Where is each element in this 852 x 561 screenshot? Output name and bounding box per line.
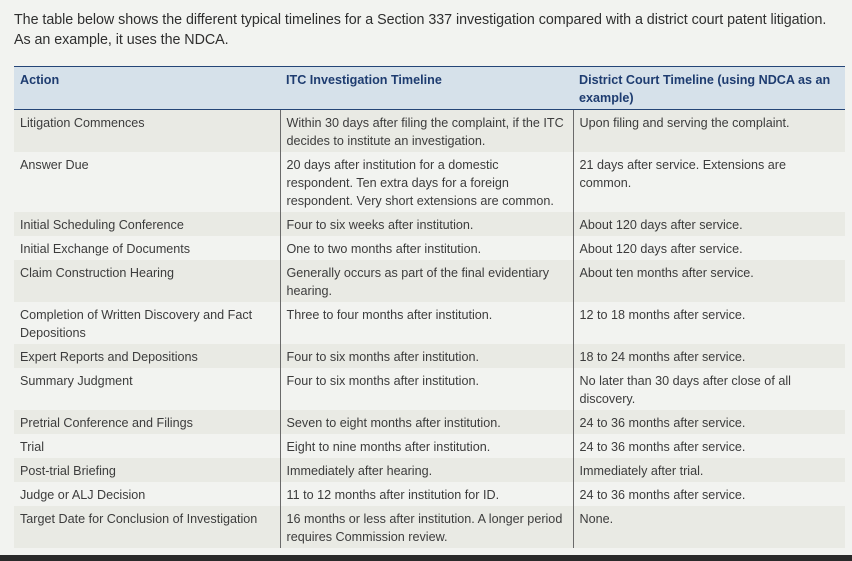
header-itc-timeline: ITC Investigation Timeline xyxy=(280,67,573,110)
cell-action: Litigation Commences xyxy=(14,110,280,153)
table-row xyxy=(14,482,845,506)
cell-action: Claim Construction Hearing xyxy=(14,260,280,302)
table-row xyxy=(14,344,845,368)
cell-action: Pretrial Conference and Filings xyxy=(14,410,280,434)
cell-district: 18 to 24 months after service. xyxy=(573,344,845,368)
table-row xyxy=(14,152,845,212)
timeline-table-container xyxy=(14,66,845,548)
table-row xyxy=(14,506,845,548)
cell-action: Initial Scheduling Conference xyxy=(14,212,280,236)
cell-district: None. xyxy=(573,506,845,548)
table-body xyxy=(14,110,845,549)
cell-itc: Within 30 days after filing the complaint, if the ITC decides to institute an investigation. xyxy=(280,110,573,153)
header-row xyxy=(14,67,845,110)
cell-district: No later than 30 days after close of all discovery. xyxy=(573,368,845,410)
bottom-divider xyxy=(0,555,852,561)
cell-itc: Four to six weeks after institution. xyxy=(280,212,573,236)
cell-district: Immediately after trial. xyxy=(573,458,845,482)
cell-itc: Generally occurs as part of the final evidentiary hearing. xyxy=(280,260,573,302)
header-action: Action xyxy=(14,67,280,110)
cell-district: 21 days after service. Extensions are common. xyxy=(573,152,845,212)
cell-itc: One to two months after institution. xyxy=(280,236,573,260)
cell-district: 24 to 36 months after service. xyxy=(573,482,845,506)
cell-district: About ten months after service. xyxy=(573,260,845,302)
table-row xyxy=(14,458,845,482)
table-row xyxy=(14,368,845,410)
table-row xyxy=(14,302,845,344)
header-district-timeline: District Court Timeline (using NDCA as an example) xyxy=(573,67,845,110)
cell-itc: Three to four months after institution. xyxy=(280,302,573,344)
cell-district: About 120 days after service. xyxy=(573,212,845,236)
cell-action: Completion of Written Discovery and Fact Depositions xyxy=(14,302,280,344)
table-row xyxy=(14,212,845,236)
cell-district: Upon filing and serving the complaint. xyxy=(573,110,845,153)
cell-itc: Seven to eight months after institution. xyxy=(280,410,573,434)
table-row xyxy=(14,410,845,434)
timeline-table xyxy=(14,66,845,548)
cell-itc: Four to six months after institution. xyxy=(280,368,573,410)
cell-itc: 20 days after institution for a domestic respondent. Ten extra days for a foreign respondent. Very short extensions are common. xyxy=(280,152,573,212)
cell-action: Trial xyxy=(14,434,280,458)
cell-action: Judge or ALJ Decision xyxy=(14,482,280,506)
cell-action: Initial Exchange of Documents xyxy=(14,236,280,260)
cell-itc: Eight to nine months after institution. xyxy=(280,434,573,458)
table-row xyxy=(14,110,845,153)
cell-action: Expert Reports and Depositions xyxy=(14,344,280,368)
cell-itc: 16 months or less after institution. A longer period requires Commission review. xyxy=(280,506,573,548)
cell-district: 24 to 36 months after service. xyxy=(573,434,845,458)
intro-paragraph: The table below shows the different typical timelines for a Section 337 investigation compared with a district court patent litigation. As an example, it uses the NDCA. xyxy=(14,12,827,48)
table-row xyxy=(14,236,845,260)
cell-district: 24 to 36 months after service. xyxy=(573,410,845,434)
cell-itc: Immediately after hearing. xyxy=(280,458,573,482)
cell-itc: 11 to 12 months after institution for ID. xyxy=(280,482,573,506)
cell-action: Post-trial Briefing xyxy=(14,458,280,482)
table-header xyxy=(14,67,845,110)
cell-district: 12 to 18 months after service. xyxy=(573,302,845,344)
cell-action: Answer Due xyxy=(14,152,280,212)
cell-district: About 120 days after service. xyxy=(573,236,845,260)
table-row xyxy=(14,434,845,458)
cell-itc: Four to six months after institution. xyxy=(280,344,573,368)
cell-action: Summary Judgment xyxy=(14,368,280,410)
table-row xyxy=(14,260,845,302)
cell-action: Target Date for Conclusion of Investigation xyxy=(14,506,280,548)
